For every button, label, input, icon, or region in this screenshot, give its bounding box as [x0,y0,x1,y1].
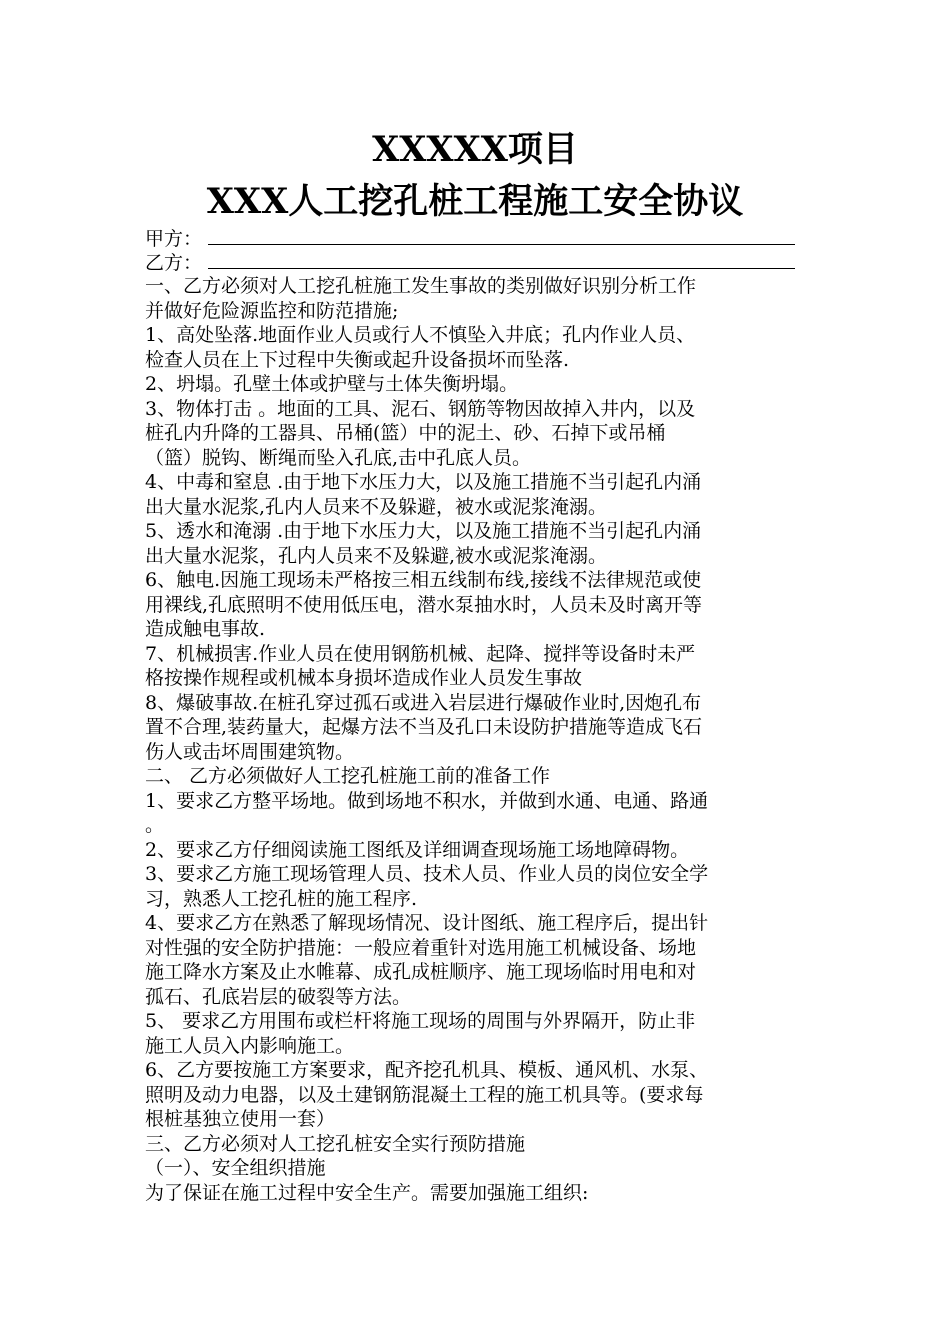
body-text-line: 照明及动力电器，以及土建钢筋混凝土工程的施工机具等。(要求每 [145,1083,704,1106]
body-text-line: 2、坍塌。孔壁土体或护壁与土体失衡坍塌。 [145,373,519,395]
body-text-line: 孤石、孔底岩层的破裂等方法。 [145,985,412,1008]
party-a-blank-line [208,244,795,245]
party-b-blank-line [208,268,795,269]
document-title-agreement: XXX人工挖孔桩工程施工安全协议 [206,181,744,222]
body-text-line: 8、爆破事故.在桩孔穿过孤石或进入岩层进行爆破作业时,因炮孔布 [145,691,702,714]
body-text-line: 为了保证在施工过程中安全生产。需要加强施工组织: [145,1181,589,1204]
body-text-line: 施工人员入内影响施工。 [145,1034,355,1057]
body-text-line: 伤人或击坏周围建筑物。 [145,740,355,763]
body-text-line: 习，熟悉人工挖孔桩的施工程序. [145,887,418,910]
party-b-label: 乙方： [145,252,203,274]
body-text-line: 2、要求乙方仔细阅读施工图纸及详细调查现场施工场地障碍物。 [145,838,690,861]
document-title-project: XXXXX项目 [372,129,578,170]
body-text-line: 6、乙方要按施工方案要求，配齐挖孔机具、模板、通风机、水泵、 [145,1059,709,1081]
body-text-line: 三、乙方必须对人工挖孔桩安全实行预防措施 [145,1132,526,1155]
body-text-line: 。 [145,814,165,836]
body-text-line: 5、透水和淹溺 .由于地下水压力大，以及施工措施不当引起孔内涌 [145,520,702,542]
body-text-line: 出大量水泥浆，孔内人员来不及躲避,被水或泥浆淹溺。 [145,544,608,567]
body-text-line: 4、要求乙方在熟悉了解现场情况、设计图纸、施工程序后，提出针 [145,912,709,934]
body-text-line: 1、要求乙方整平场地。做到场地不积水，并做到水通、电通、路通 [145,789,709,812]
body-text-line: 并做好危险源监控和防范措施; [145,299,399,322]
body-text-line: 格按操作规程或机械本身损坏造成作业人员发生事故 [145,667,583,689]
document-body [145,274,810,1205]
body-text-line: 4、中毒和窒息 .由于地下水压力大，以及施工措施不当引起孔内涌 [145,471,702,493]
body-text-line: 6、触电.因施工现场未严格按三相五线制布线,接线不法律规范或使 [145,569,702,591]
body-text-line: 检查人员在上下过程中失衡或起升设备损坏而坠落. [145,348,570,371]
body-text-line: 根桩基独立使用一套） [145,1108,336,1130]
party-a-label: 甲方： [145,228,203,250]
body-text-line: 3、物体打击 。地面的工具、泥石、钢筋等物因故掉入井内，以及 [145,397,696,420]
body-text-line: 7、机械损害.作业人员在使用钢筋机械、起降、搅拌等设备时未严 [145,642,696,665]
body-text-line: 一、乙方必须对人工挖孔桩施工发生事故的类别做好识别分析工作 [145,275,697,297]
body-text-line: 桩孔内升降的工器具、吊桶(篮）中的泥土、砂、石掉下或吊桶 [145,422,666,444]
body-text-line: 1、高处坠落.地面作业人员或行人不慎坠入井底；孔内作业人员、 [145,324,696,346]
body-text-line: （一）、安全组织措施 [145,1157,326,1179]
body-text-line: （篮）脱钩、断绳而坠入孔底,击中孔底人员。 [145,446,532,469]
body-text-line: 3、要求乙方施工现场管理人员、技术人员、作业人员的岗位安全学 [145,863,709,885]
body-text-line: 二、 乙方必须做好人工挖孔桩施工前的准备工作 [145,765,551,787]
body-text-line: 对性强的安全防护措施：一般应着重针对选用施工机械设备、场地 [145,936,697,959]
body-text-line: 施工降水方案及止水帷幕、成孔成桩顺序、施工现场临时用电和对 [145,961,697,983]
body-text-line: 造成触电事故. [145,618,266,640]
body-text-line: 用裸线,孔底照明不使用低压电，潜水泵抽水时，人员未及时离开等 [145,593,703,616]
body-text-line: 出大量水泥浆,孔内人员来不及躲避，被水或泥浆淹溺。 [145,495,608,518]
body-text-line: 5、 要求乙方用围布或栏杆将施工现场的周围与外界隔开，防止非 [145,1010,696,1032]
body-text-line: 置不合理,装药量大，起爆方法不当及孔口未设防护措施等造成飞石 [145,716,703,738]
